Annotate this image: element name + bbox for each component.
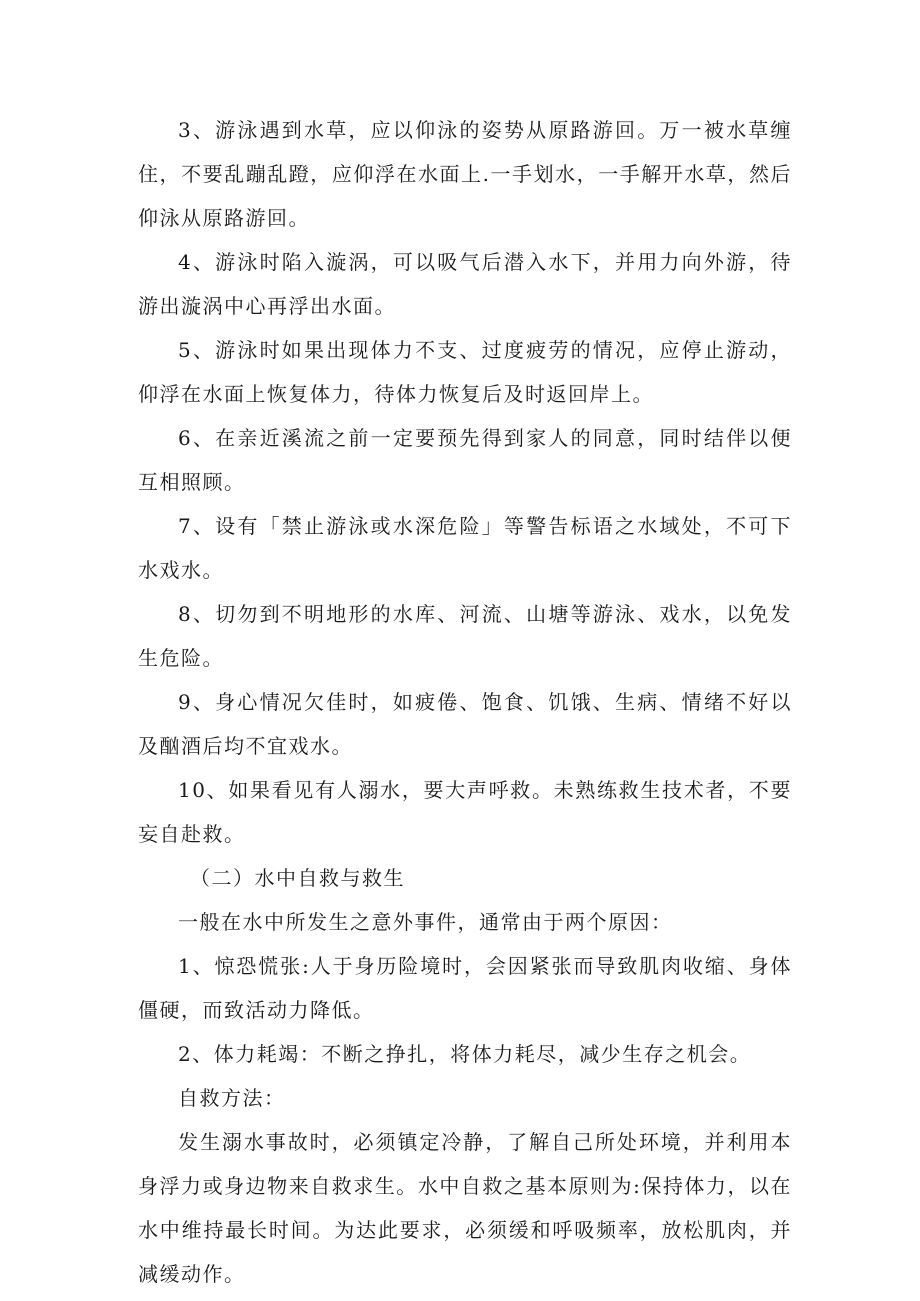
paragraph-whirlpool: 4、游泳时陷入漩涡，可以吸气后潜入水下，并用力向外游，待游出漩涡中心再浮出水面。 — [138, 250, 792, 318]
paragraph-poor-condition: 9、身心情况欠佳时，如疲倦、饱食、饥饿、生病、情绪不好以及酗酒后均不宜戏水。 — [138, 690, 792, 758]
paragraph-exhaustion: 2、体力耗竭：不断之挣扎，将体力耗尽，减少生存之机会。 — [178, 1042, 752, 1066]
paragraph-call-for-help: 10、如果看见有人溺水，要大声呼救。未熟练救生技术者，不要妄自赴救。 — [138, 778, 792, 846]
paragraph-self-rescue-method: 发生溺水事故时，必须镇定冷静，了解自己所处环境，并利用本身浮力或身边物来自救求生。水中自救之基本原则为:保持体力，以在水中维持最长时间。为达此要求，必须缓和呼吸频率，放松肌肉，并减缓动作。 — [138, 1130, 792, 1286]
paragraph-family-consent: 6、在亲近溪流之前一定要预先得到家人的同意，同时结伴以便互相照顾。 — [138, 426, 792, 494]
paragraph-accident-causes: 一般在水中所发生之意外事件，通常由于两个原因： — [178, 910, 673, 934]
paragraph-panic: 1、惊恐慌张:人于身历险境时，会因紧张而导致肌肉收缩、身体僵硬，而致活动力降低。 — [138, 954, 792, 1022]
document-body — [138, 108, 792, 1296]
paragraph-self-rescue-label: 自救方法： — [178, 1086, 286, 1110]
paragraph-swimming-weeds: 3、游泳遇到水草，应以仰泳的姿势从原路游回。万一被水草缠住，不要乱蹦乱蹬，应仰浮在水面上.一手划水，一手解开水草，然后仰泳从原路游回。 — [138, 118, 792, 230]
paragraph-unknown-terrain: 8、切勿到不明地形的水库、河流、山塘等游泳、戏水，以免发生危险。 — [138, 602, 792, 670]
paragraph-fatigue: 5、游泳时如果出现体力不支、过度疲劳的情况，应停止游动，仰浮在水面上恢复体力，待体力恢复后及时返回岸上。 — [138, 338, 792, 406]
paragraph-warning-signs: 7、设有「禁止游泳或水深危险」等警告标语之水域处，不可下水戏水。 — [138, 514, 792, 582]
section-heading: （二）水中自救与救生 — [190, 866, 405, 890]
